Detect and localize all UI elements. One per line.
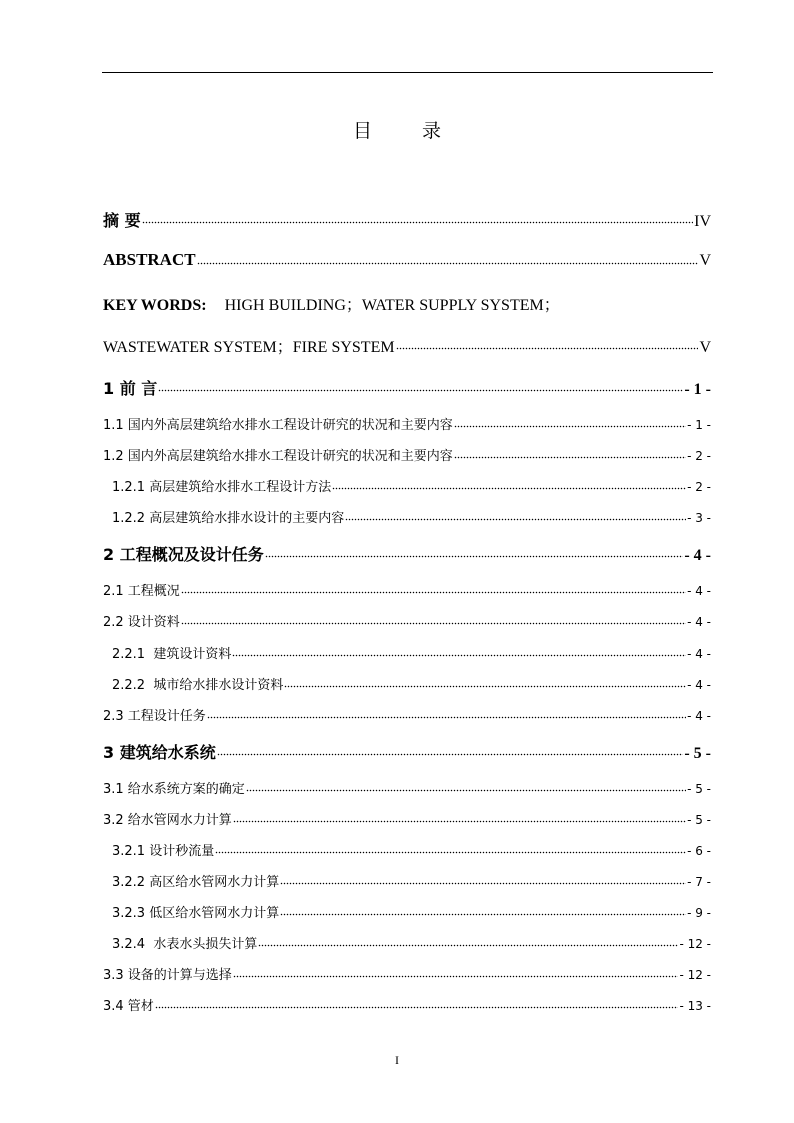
- toc-entry-label: 3.2.2 高区给水管网水力计算: [112, 875, 280, 890]
- toc-entry-page: - 3 -: [687, 511, 711, 525]
- toc-entry-page: - 13 -: [679, 999, 711, 1013]
- toc-entry-page: - 2 -: [687, 449, 711, 463]
- leader-dots: [142, 221, 694, 225]
- toc-entry-3-2[interactable]: [103, 809, 711, 828]
- toc-entry-label: WASTEWATER SYSTEM；FIRE SYSTEM: [103, 339, 395, 356]
- toc-keywords-line: [103, 292, 560, 315]
- leader-dots: [246, 789, 686, 793]
- toc-entry-label: 2 工程概况及设计任务: [103, 545, 264, 564]
- toc-entry-ch1[interactable]: [103, 376, 711, 399]
- toc-entry-label: 3.2.1 设计秒流量: [112, 844, 215, 859]
- toc-entry-keywords-cont[interactable]: [103, 334, 711, 357]
- toc-entry-3-1[interactable]: [103, 778, 711, 797]
- toc-entry-1-2[interactable]: [103, 445, 711, 464]
- toc-entry-3-4[interactable]: [103, 995, 711, 1014]
- toc-entry-page: - 7 -: [687, 875, 711, 889]
- toc-entry-label: 3.2.3 低区给水管网水力计算: [112, 906, 280, 921]
- toc-entry-label: 2.2.1 建筑设计资料: [112, 647, 232, 662]
- leader-dots: [207, 716, 686, 720]
- toc-entry-label: 2.1 工程概况: [103, 584, 180, 599]
- leader-dots: [181, 622, 686, 626]
- leader-dots: [280, 882, 686, 886]
- toc-entry-2-2[interactable]: [103, 611, 711, 630]
- toc-entry-label: 1.2.2 高层建筑给水排水设计的主要内容: [112, 511, 345, 526]
- header-rule: [102, 72, 713, 73]
- toc-entry-label: ABSTRACT: [103, 250, 196, 269]
- page-title: 目 录: [352, 120, 464, 142]
- leader-dots: [233, 820, 686, 824]
- leader-dots: [233, 975, 679, 979]
- page-number-footer: I: [395, 1053, 399, 1067]
- leader-dots: [158, 389, 683, 393]
- leader-dots: [215, 851, 686, 855]
- leader-dots: [232, 654, 686, 658]
- toc-entry-page: - 9 -: [687, 906, 711, 920]
- keywords-label: KEY WORDS:: [103, 297, 207, 314]
- toc-entry-page: IV: [694, 213, 711, 230]
- toc-entry-1-2-2[interactable]: [112, 507, 711, 526]
- toc-entry-3-2-1[interactable]: [112, 840, 711, 859]
- toc-entry-3-2-3[interactable]: [112, 902, 711, 921]
- toc-entry-label: 3.1 给水系统方案的确定: [103, 782, 245, 797]
- toc-entry-page: - 4 -: [687, 615, 711, 629]
- toc-entry-3-2-4[interactable]: [112, 933, 711, 952]
- toc-entry-page: - 1 -: [684, 381, 711, 398]
- toc-entry-page: - 4 -: [687, 584, 711, 598]
- leader-dots: [332, 487, 686, 491]
- leader-dots: [454, 425, 686, 429]
- toc-entry-label: 3.2.4 水表水头损失计算: [112, 937, 258, 952]
- toc-entry-page: - 12 -: [679, 968, 711, 982]
- toc-entry-ch2[interactable]: [103, 542, 711, 565]
- toc-entry-page: - 5 -: [687, 813, 711, 827]
- toc-entry-page: - 4 -: [687, 678, 711, 692]
- toc-entry-label: 1.2 国内外高层建筑给水排水工程设计研究的状况和主要内容: [103, 449, 453, 464]
- leader-dots: [284, 685, 686, 689]
- toc-entry-label: 1 前 言: [103, 379, 158, 398]
- toc-entry-page: - 4 -: [687, 709, 711, 723]
- toc-entry-page: V: [699, 252, 711, 269]
- toc-entry-1-2-1[interactable]: [112, 476, 711, 495]
- toc-entry-2-2-2[interactable]: [112, 674, 711, 693]
- toc-entry-label: 2.2.2 城市给水排水设计资料: [112, 678, 284, 693]
- toc-entry-page: - 4 -: [684, 547, 711, 564]
- toc-entry-ch3[interactable]: [103, 740, 711, 763]
- leader-dots: [181, 591, 686, 595]
- toc-entry-page: - 2 -: [687, 480, 711, 494]
- leader-dots: [265, 555, 684, 559]
- toc-entry-label: 3.3 设备的计算与选择: [103, 968, 232, 983]
- leader-dots: [454, 456, 686, 460]
- leader-dots: [217, 753, 684, 757]
- toc-entry-label: 1.2.1 高层建筑给水排水工程设计方法: [112, 480, 332, 495]
- toc-entry-label: 摘 要: [103, 211, 141, 230]
- toc-entry-label: 2.3 工程设计任务: [103, 709, 206, 724]
- toc-entry-2-3[interactable]: [103, 705, 711, 724]
- toc-entry-label: 3.4 管材: [103, 999, 154, 1014]
- leader-dots: [155, 1006, 679, 1010]
- keywords-text: HIGH BUILDING；WATER SUPPLY SYSTEM；: [224, 297, 560, 314]
- toc-entry-label: 3.2 给水管网水力计算: [103, 813, 232, 828]
- toc-entry-abstract-cn[interactable]: [103, 208, 711, 231]
- leader-dots: [258, 944, 678, 948]
- toc-entry-page: - 4 -: [687, 647, 711, 661]
- leader-dots: [396, 347, 699, 351]
- toc-entry-1-1[interactable]: [103, 414, 711, 433]
- toc-entry-label: 2.2 设计资料: [103, 615, 180, 630]
- toc-entry-abstract-en[interactable]: [103, 250, 711, 270]
- toc-entry-page: V: [699, 339, 711, 356]
- toc-entry-2-2-1[interactable]: [112, 643, 711, 662]
- toc-entry-page: - 5 -: [684, 745, 711, 762]
- toc-entry-label: 3 建筑给水系统: [103, 743, 216, 762]
- leader-dots: [345, 518, 686, 522]
- toc-entry-page: - 12 -: [679, 937, 711, 951]
- toc-entry-2-1[interactable]: [103, 580, 711, 599]
- toc-entry-page: - 5 -: [687, 782, 711, 796]
- leader-dots: [197, 261, 699, 265]
- toc-entry-page: - 6 -: [687, 844, 711, 858]
- toc-entry-3-3[interactable]: [103, 964, 711, 983]
- leader-dots: [280, 913, 686, 917]
- toc-entry-page: - 1 -: [687, 418, 711, 432]
- toc-entry-3-2-2[interactable]: [112, 871, 711, 890]
- toc-entry-label: 1.1 国内外高层建筑给水排水工程设计研究的状况和主要内容: [103, 418, 453, 433]
